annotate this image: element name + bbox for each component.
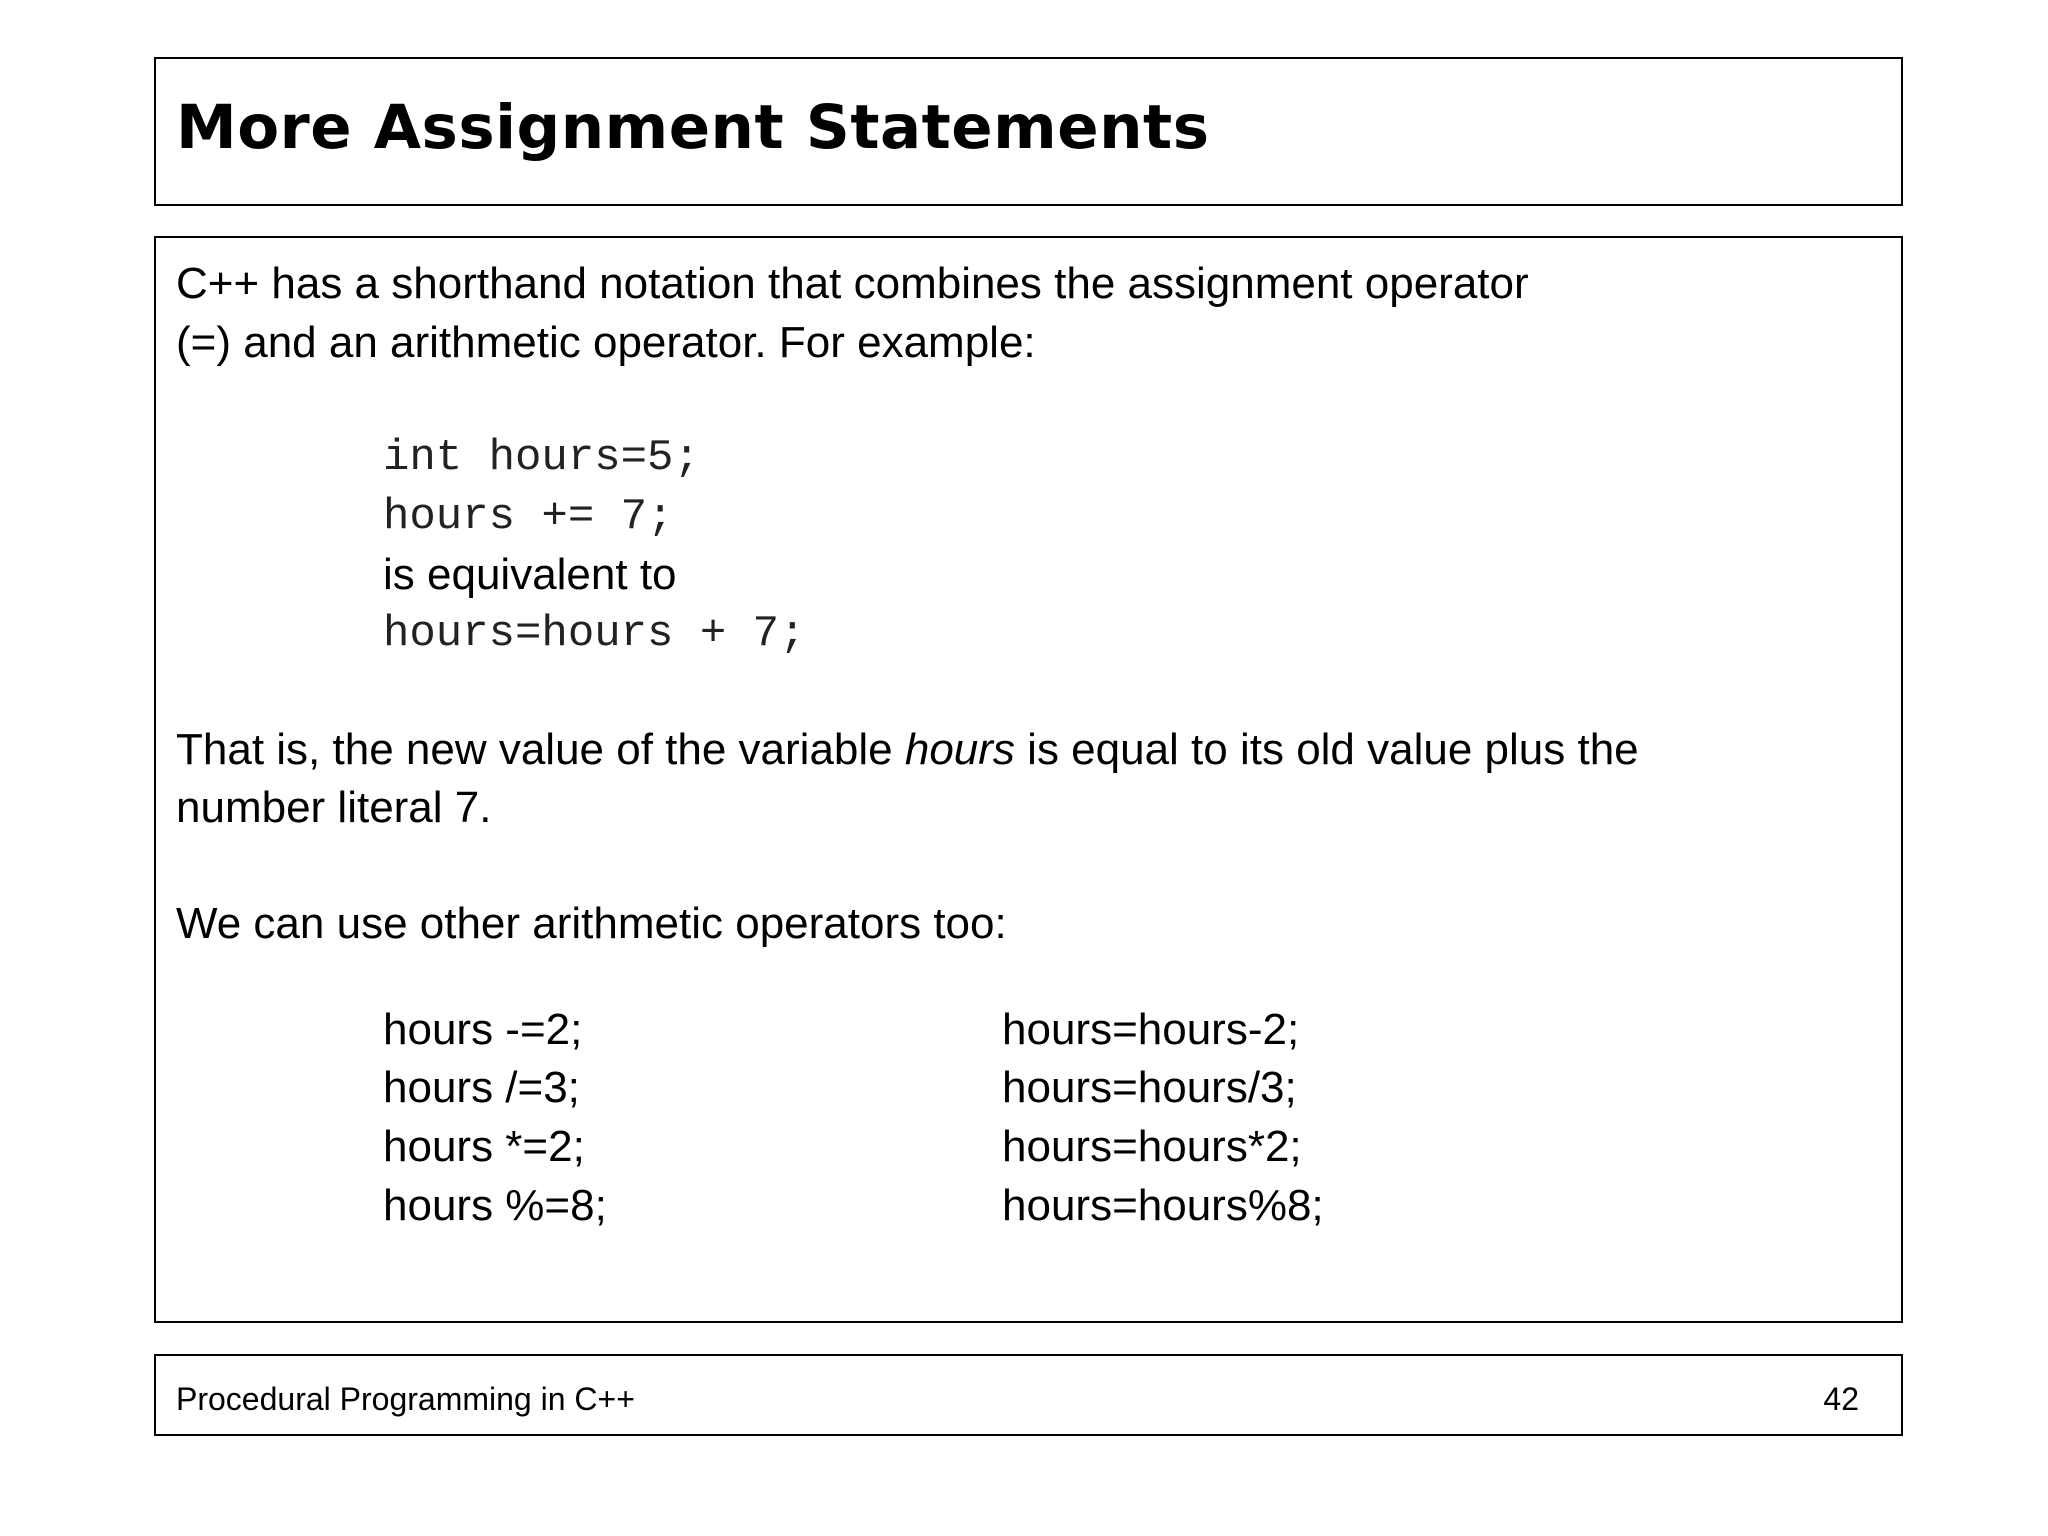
- expanded-operator-multiply: hours=hours*2;: [1002, 1122, 1302, 1171]
- shorthand-operator-modulo: hours %=8;: [383, 1181, 607, 1230]
- code-line-declaration: int hours=5;: [383, 433, 700, 483]
- code-line-compound-assignment: hours += 7;: [383, 492, 674, 542]
- variable-name-italic: hours: [904, 725, 1015, 774]
- expanded-operator-modulo: hours=hours%8;: [1002, 1181, 1324, 1230]
- footer-box: [154, 1354, 1903, 1436]
- slide-title: More Assignment Statements: [176, 92, 1210, 163]
- shorthand-operator-subtract: hours -=2;: [383, 1005, 583, 1054]
- other-operators-intro: We can use other arithmetic operators too:: [176, 899, 1007, 948]
- code-line-expanded: hours=hours + 7;: [383, 609, 806, 659]
- explanation-line-1: [176, 725, 1639, 774]
- title-box: [154, 57, 1903, 206]
- explanation-line-2: number literal 7.: [176, 783, 492, 832]
- page-number: 42: [1823, 1381, 1859, 1417]
- shorthand-operator-multiply: hours *=2;: [383, 1122, 585, 1171]
- expanded-operator-subtract: hours=hours-2;: [1002, 1005, 1300, 1054]
- footer-course-title: Procedural Programming in C++: [176, 1381, 635, 1417]
- explanation-text-after: is equal to its old value plus the: [1014, 725, 1639, 774]
- equivalence-text: is equivalent to: [383, 550, 677, 599]
- expanded-operator-divide: hours=hours/3;: [1002, 1063, 1297, 1112]
- content-box: [154, 236, 1903, 1323]
- intro-line-1: C++ has a shorthand notation that combines the assignment operator: [176, 259, 1529, 308]
- explanation-text-before: That is, the new value of the variable: [176, 725, 905, 774]
- shorthand-operator-divide: hours /=3;: [383, 1063, 580, 1112]
- intro-line-2: (=) and an arithmetic operator. For example:: [176, 318, 1036, 367]
